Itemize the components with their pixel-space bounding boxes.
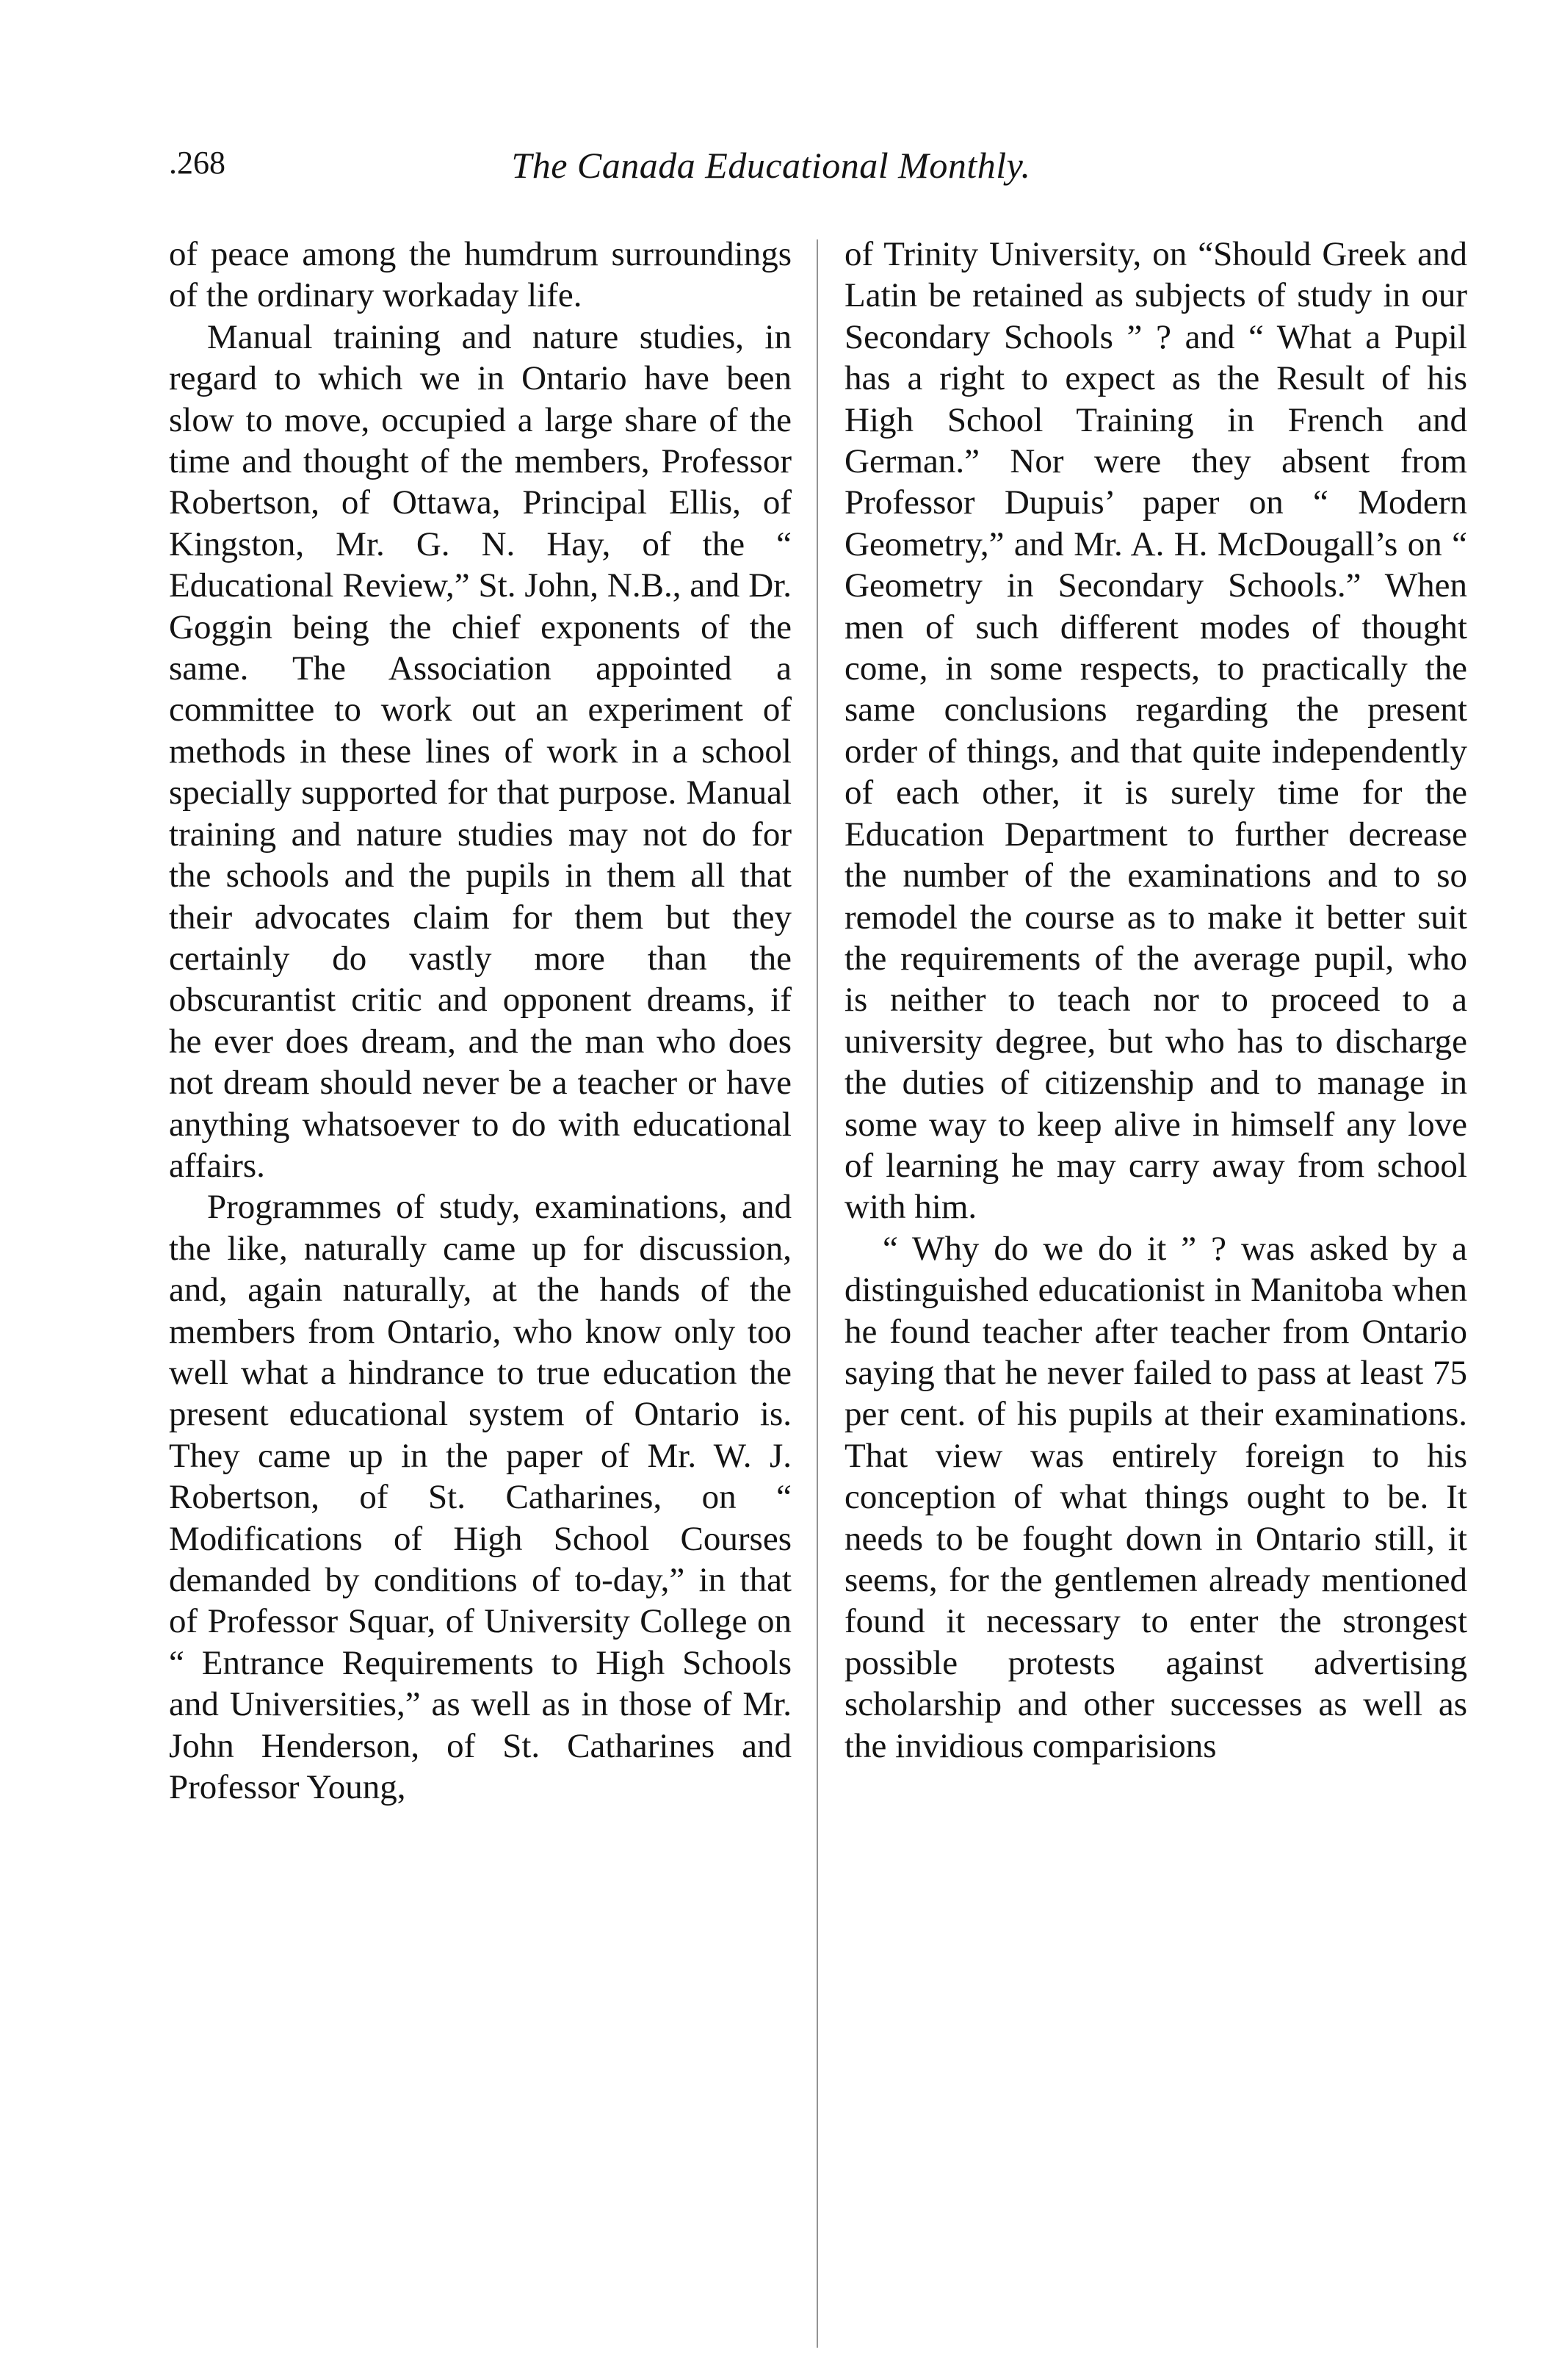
running-header — [169, 144, 1373, 203]
paragraph: Programmes of study, examinations, and the like, naturally came up for discussion, and, again naturally, at the hands of the members from Ontario, who know only too well what a hindrance to true education the present educational system of Ontario is. They came up in the paper of Mr. W. J. Robertson, of St. Catharines, on “ Modifications of High School Courses demanded by conditions of to-day,” in that of Professor Squar, of University College on “ Entrance Requirements to High Schools and Universities,” as well as in those of Mr. John Henderson, of St. Catharines and Professor Young, — [169, 1188, 792, 1807]
left-column — [169, 234, 792, 1808]
page-number: .268 — [169, 145, 225, 181]
paragraph: “ Why do we do it ” ? was asked by a distinguished educationist in Manitoba when he found teacher after teacher from Ontario saying that he never failed to pass at least 75 per cent. of his pupils at their examinations. That view was entirely foreign to his conception of what things ought to be. It needs to be fought down in Ontario still, it seems, for the gentlemen already mentioned found it necessary to enter the strongest possible protests against advertising scholarship and other successes as well as the invidious comparisions — [844, 1229, 1467, 1765]
paragraph: of peace among the humdrum surroundings of the ordinary workaday life. — [169, 235, 792, 315]
right-column — [844, 234, 1467, 1767]
journal-title: The Canada Educational Monthly. — [511, 145, 1031, 186]
paragraph: of Trinity University, on “Should Greek and Latin be retained as subjects of study in our Secondary Schools ” ? and “ What a Pupil has a right to expect as the Result of his High School Training in French and German.” Nor were they absent from Professor Dupuis’ paper on “ Modern Geometry,” and Mr. A. H. McDougall’s on “ Geometry in Secondary Schools.” When men of such different modes of thought come, in some respects, to practically the same conclusions regarding the present order of things, and that quite independently of each other, it is surely time for the Education Department to further decrease the number of the examinations and to so remodel the course as to make it better suit the requirements of the average pupil, who is neither to teach nor to proceed to a university degree, but who has to discharge the duties of citizenship and to manage in some way to keep alive in himself any love of learning he may carry away from school with him. — [844, 235, 1467, 1227]
column-divider — [817, 239, 818, 2348]
paragraph: Manual training and nature studies, in regard to which we in Ontario have been slow to move, occupied a large share of the time and thought of the members, Professor Robertson, of Ottawa, Principal Ellis, of Kingston, Mr. G. N. Hay, of the “ Educational Review,” St. John, N.B., and Dr. Goggin being the chief exponents of the same. The Association appointed a committee to work out an experiment of methods in these lines of work in a school specially supported for that purpose. Manual training and nature studies may not do for the schools and the pupils in them all that their advocates claim for them but they certainly do vastly more than the obscurantist critic and opponent dreams, if he ever does dream, and the man who does not dream should never be a teacher or have anything whatsoever to do with educational affairs. — [169, 317, 792, 1185]
